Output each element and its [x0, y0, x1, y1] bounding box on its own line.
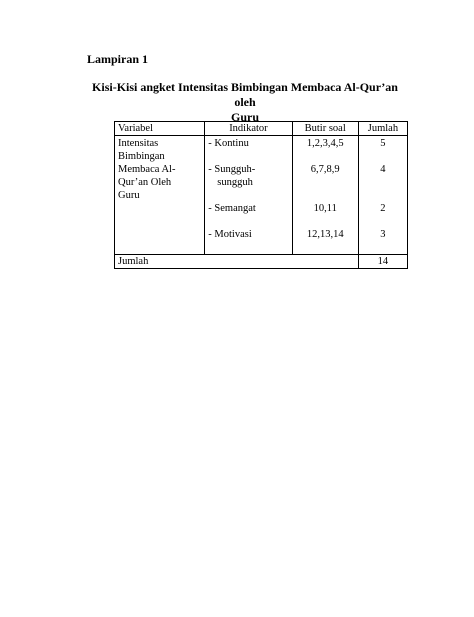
indicator-item: - Semangat	[208, 203, 256, 214]
item-count: 3	[380, 229, 386, 240]
item-count: 2	[380, 203, 386, 214]
item-count: 4	[380, 164, 386, 175]
variable-line: Intensitas	[118, 138, 159, 149]
variable-line: Membaca Al-	[118, 164, 176, 175]
header-indikator: Indikator	[205, 122, 292, 136]
document-title-line-1: Kisi-Kisi angket Intensitas Bimbingan Membaca Al-Qur’an oleh	[92, 80, 398, 109]
item-numbers: 12,13,14	[306, 229, 344, 240]
item-numbers: 1,2,3,4,5	[306, 138, 344, 149]
variable-line: Qur’an Oleh	[118, 177, 172, 188]
appendix-heading: Lampiran 1	[87, 52, 149, 66]
document-title	[87, 80, 403, 125]
total-row	[115, 255, 408, 269]
indicator-item: - Sungguh-sungguh	[208, 164, 256, 188]
header-jumlah: Jumlah	[358, 122, 407, 136]
total-label: Jumlah	[115, 255, 359, 269]
header-variabel: Variabel	[115, 122, 205, 136]
item-numbers-cell	[292, 136, 358, 255]
table-row	[115, 136, 408, 255]
document-title-line-2: Guru	[230, 110, 259, 124]
item-numbers: 10,11	[313, 203, 337, 214]
indicator-item: - Motivasi	[208, 229, 252, 240]
questionnaire-grid-table	[114, 121, 408, 269]
total-value: 14	[358, 255, 407, 269]
item-numbers: 6,7,8,9	[310, 164, 340, 175]
variable-line: Guru	[118, 190, 140, 201]
indicator-cell	[205, 136, 292, 255]
header-butir-soal: Butir soal	[292, 122, 358, 136]
variable-line: Bimbingan	[118, 151, 165, 162]
indicator-item: - Kontinu	[208, 138, 249, 149]
item-count: 5	[380, 138, 386, 149]
item-count-cell	[358, 136, 407, 255]
table-header-row	[115, 122, 408, 136]
variable-cell	[115, 136, 205, 255]
